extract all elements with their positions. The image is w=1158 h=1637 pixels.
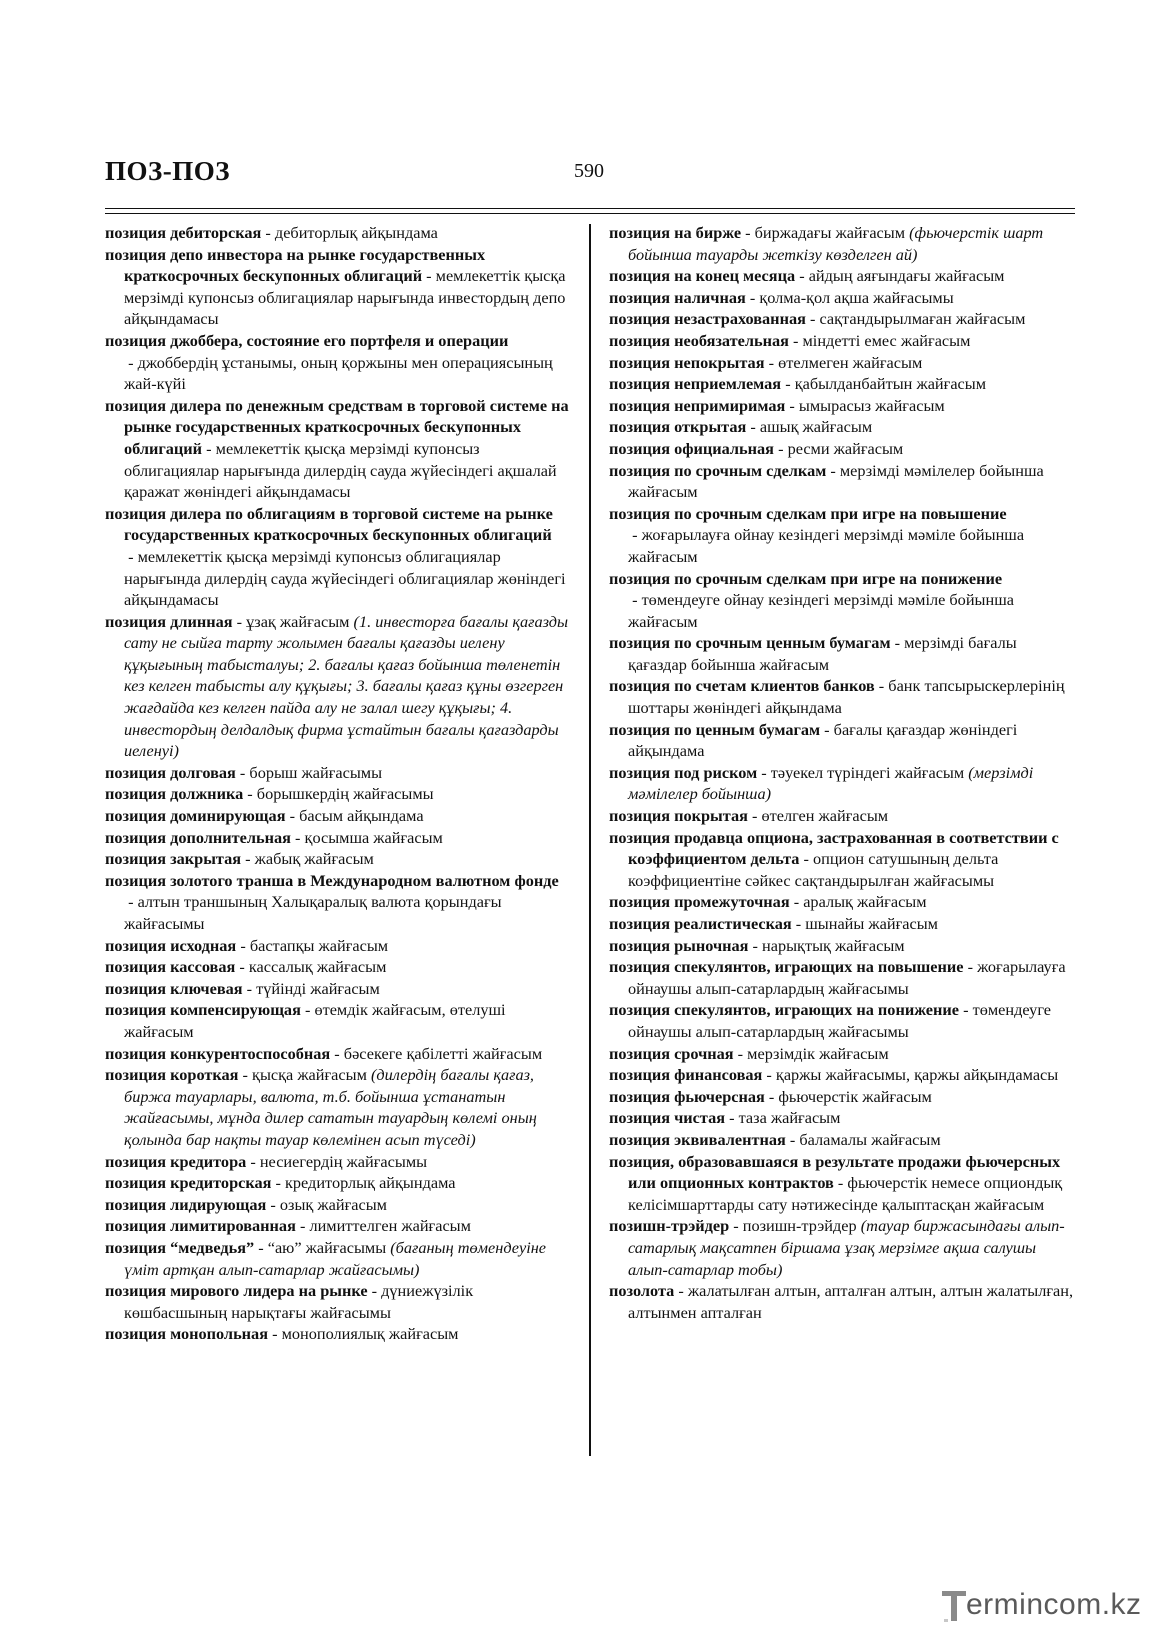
entry-term: позиция открытая: [609, 417, 747, 437]
entry-term: позиция реалистическая: [609, 914, 792, 933]
entry-definition: опцион сатушының дельта коэффициентіне сәйкес сақтандырылған жайғасымы: [628, 849, 999, 890]
entry-definition: басым айқындама: [299, 806, 424, 826]
entry-definition: жоғарылауға ойнаушы алып-сатарлардың жайғасымы: [628, 957, 1066, 998]
entry-definition: аралық жайғасым: [803, 892, 927, 912]
entry-definition: “аю” жайғасымы: [267, 1237, 387, 1257]
dictionary-entry: [105, 1280, 570, 1323]
entry-term: позолота: [609, 1281, 675, 1301]
entry-term: позиция депо инвестора на рынке государственных краткосрочных бескупонных облигаций: [105, 244, 486, 286]
dictionary-entry: [609, 1064, 1079, 1086]
dictionary-entry: [609, 308, 1079, 330]
dictionary-entry: [609, 1086, 1079, 1108]
entry-note: (мерзімді мәмілелер бойынша): [628, 762, 1034, 804]
entry-separator: -: [271, 1173, 285, 1193]
entry-term: позиция по ценным бумагам: [609, 719, 821, 739]
entry-separator: -: [295, 1216, 310, 1236]
entry-definition: кассалық жайғасым: [248, 957, 387, 977]
dictionary-entry: [105, 848, 570, 870]
entry-separator: -: [733, 1043, 748, 1063]
entry-term: позиция по срочным ценным бумагам: [609, 633, 891, 653]
header-rule-top: [105, 208, 1075, 209]
termincom-logo-icon: [942, 1589, 968, 1623]
dictionary-entry: [105, 827, 570, 849]
dictionary-entry: [105, 1323, 570, 1345]
entry-note: (тауар биржасындағы алып-сатарлық мақсатпен біршама ұзақ мерзімге ақша салушы алып-сатарлар тобы): [628, 1216, 1065, 1279]
dictionary-entry: [609, 330, 1079, 352]
entry-term: позиция промежуточная: [609, 892, 790, 912]
entry-term: позиция долговая: [105, 762, 236, 782]
dictionary-entry: [105, 330, 570, 395]
entry-separator: -: [285, 806, 300, 826]
entry-term: позиция на бирже: [609, 223, 742, 242]
dictionary-entry: [105, 503, 570, 611]
entry-separator: -: [367, 1281, 382, 1301]
entry-note: (бағаның төмендеуіне үміт артқан алып-сатарлар жайғасымы): [124, 1237, 547, 1279]
entry-separator: -: [826, 460, 840, 480]
dictionary-entry: [105, 222, 570, 244]
entry-term: позиция эквивалентная: [609, 1129, 786, 1149]
entry-definition: өтелген жайғасым: [761, 806, 889, 826]
entry-term: позиция закрытая: [105, 849, 242, 869]
entry-term: позиция кредитора: [105, 1151, 247, 1171]
entry-note: (1. инвесторға бағалы қағазды сату не сыйға тарту жолымен бағалы қағазды иелену құқығының табысталуы; 2. бағалы қағаз бойынша төленетін кез келген табысты алу құқығы; 3. бағалы қағаз құны өзгерген жағдайда кез келген пайда алу не залал шегу құқығы; 4. инвестордың делдалдық фирма ұстайтын бағалы қағаздарды иеленуі): [124, 611, 569, 761]
entry-note: (дилердің бағалы қағаз, биржа тауарлары, валюта, т.б. бойынша ұстанатын жайғасымы, мұнда дилер сататын тауардың көлемі оның қолында бар нақты тауар көлемінен асып түседі): [124, 1065, 537, 1149]
entry-separator: -: [746, 417, 760, 437]
entry-definition: жалатылған алтын, апталған алтын, алтын жалатылған, алтынмен апталған: [628, 1281, 1074, 1322]
dictionary-entry: [609, 395, 1079, 417]
dictionary-entry: [105, 1151, 570, 1173]
entry-term: позиция доминирующая: [105, 806, 286, 826]
dictionary-entry: [609, 719, 1079, 762]
entry-separator: -: [764, 1086, 779, 1106]
dictionary-entry: [609, 416, 1079, 438]
entry-term: позиция незастрахованная: [609, 309, 806, 329]
dictionary-entry: [609, 956, 1079, 999]
page-header-title: ПОЗ-ПОЗ: [105, 156, 230, 186]
entry-separator: -: [799, 849, 813, 869]
entry-separator: -: [124, 546, 138, 566]
dictionary-entry: [105, 1172, 570, 1194]
entry-separator: -: [729, 1216, 743, 1236]
entry-definition: ресми жайғасым: [787, 438, 904, 458]
entry-definition: мемлекеттік қысқа мерзімді купонсыз облигациялар нарығында инвестордың депо айқындамасы: [124, 266, 566, 329]
dictionary-entry: [105, 783, 570, 805]
entry-term: позиция срочная: [609, 1043, 734, 1063]
entry-definition: баламалы жайғасым: [799, 1129, 941, 1149]
entry-separator: -: [254, 1237, 268, 1257]
entry-definition: фьючерстік жайғасым: [778, 1086, 932, 1106]
entry-definition: шынайы жайғасым: [805, 914, 938, 933]
entry-definition: тәуекел түріндегі жайғасым: [770, 762, 965, 782]
entry-definition: дебиторлық айқындама: [274, 223, 438, 242]
entry-term: позиция рыночная: [609, 935, 749, 955]
entry-separator: -: [764, 352, 779, 372]
dictionary-entry: [105, 956, 570, 978]
entry-definition: лимиттелген жайғасым: [309, 1216, 471, 1236]
dictionary-entry: [609, 373, 1079, 395]
entry-separator: -: [241, 849, 255, 869]
entry-term: позиция дебиторская: [105, 223, 262, 242]
entry-definition: өтелмеген жайғасым: [778, 352, 923, 372]
dictionary-entry: [609, 265, 1079, 287]
entry-separator: -: [300, 1000, 315, 1020]
dictionary-entry: [609, 675, 1079, 718]
entry-term: позиция официальная: [609, 438, 774, 458]
dictionary-entry: [609, 460, 1079, 503]
entry-term: позиция по срочным сделкам: [609, 460, 827, 480]
dictionary-entry: [105, 870, 570, 935]
entry-separator: -: [246, 1151, 260, 1171]
entry-term: позиция спекулянтов, играющих на повышение: [609, 957, 964, 977]
entry-definition: қысқа жайғасым: [252, 1065, 367, 1085]
entry-definition: мерзімдік жайғасым: [747, 1043, 889, 1063]
entry-separator: -: [232, 611, 247, 631]
dictionary-entry: [609, 222, 1079, 265]
dictionary-entry: [609, 1151, 1079, 1216]
watermark-text: ermincom.kz: [966, 1588, 1142, 1621]
entry-term: позиция ключевая: [105, 978, 243, 998]
entry-separator: -: [757, 762, 771, 782]
dictionary-entry: [609, 503, 1079, 568]
entry-separator: -: [124, 892, 138, 912]
dictionary-entry: [105, 978, 570, 1000]
entry-term: позиция “медведья”: [105, 1237, 255, 1257]
entry-separator: -: [674, 1281, 688, 1301]
entry-term: позиция покрытая: [609, 806, 748, 826]
entry-definition: борыш жайғасымы: [249, 762, 383, 782]
entry-separator: -: [243, 784, 257, 804]
entry-definition: бастапқы жайғасым: [249, 935, 389, 955]
entry-term: позишн-трэйдер: [609, 1216, 730, 1236]
entry-definition: мерзімді мәмілелер бойынша жайғасым: [628, 460, 1044, 502]
entry-term: позиция дилера по денежным средствам в торговой системе на рынке государственных краткосрочных бескупонных облигаций: [105, 395, 569, 458]
entry-term: позиция спекулянтов, играющих на понижение: [609, 1000, 960, 1020]
entry-separator: -: [330, 1043, 344, 1063]
entry-term: позиция дополнительная: [105, 827, 291, 847]
site-watermark: [940, 1588, 1140, 1628]
right-column: [609, 222, 1079, 1323]
entry-definition: бағалы қағаздар жөніндегі айқындама: [628, 719, 1018, 761]
entry-term: позиция золотого транша в Международном валютном фонде: [105, 870, 559, 890]
entry-separator: -: [785, 395, 799, 415]
entry-separator: -: [789, 892, 804, 912]
entry-definition: борышкердің жайғасымы: [256, 784, 434, 804]
entry-term: позиция необязательная: [609, 330, 789, 350]
dictionary-entry: [105, 244, 570, 330]
entry-definition: бәсекеге қабілетті жайғасым: [343, 1043, 543, 1063]
entry-separator: -: [874, 676, 889, 696]
entry-definition: мерзімді бағалы қағаздар бойынша жайғасым: [628, 633, 1017, 674]
entry-separator: -: [963, 957, 978, 977]
dictionary-entry: [105, 611, 570, 762]
entry-definition: ұзақ жайғасым: [246, 611, 350, 631]
entry-separator: -: [774, 438, 788, 458]
dictionary-entry: [609, 1215, 1079, 1280]
entry-term: позиция фьючерсная: [609, 1086, 765, 1106]
entry-separator: -: [795, 266, 809, 286]
entry-definition: мемлекеттік қысқа мерзімді купонсыз облигациялар нарығында дилердің сауда жүйесіндегі ақшалай қаражат жөніндегі айқындамасы: [124, 438, 557, 502]
dictionary-entry: [105, 395, 570, 503]
entry-term: позиция кассовая: [105, 957, 236, 977]
entry-note: (фьючерстік шарт бойынша тауарды жеткізу көзделген ай): [628, 223, 1044, 264]
column-divider: [589, 224, 591, 1456]
entry-separator: -: [762, 1065, 776, 1085]
entry-definition: алтын траншының Халықаралық валюта қорындағы жайғасымы: [124, 892, 502, 933]
entry-term: позиция монопольная: [105, 1324, 269, 1344]
entry-definition: дүниежүзілік көшбасшының нарықтағы жайғасымы: [124, 1281, 474, 1322]
dictionary-entry: [105, 1194, 570, 1216]
entry-term: позиция непокрытая: [609, 352, 765, 372]
entry-definition: ашық жайғасым: [759, 417, 873, 437]
page-number: 590: [574, 160, 604, 182]
dictionary-entry: [609, 1280, 1079, 1323]
dictionary-entry: [105, 1064, 570, 1150]
entry-term: позиция лимитированная: [105, 1216, 296, 1236]
entry-term: позиция на конец месяца: [609, 266, 796, 286]
entry-term: позиция чистая: [609, 1108, 726, 1128]
entry-separator: -: [628, 525, 642, 545]
entry-term: позиция лидирующая: [105, 1194, 267, 1214]
dictionary-entry: [105, 762, 570, 784]
entry-definition: міндетті емес жайғасым: [802, 330, 971, 350]
dictionary-entry: [609, 913, 1079, 935]
entry-definition: түйінді жайғасым: [256, 978, 380, 998]
dictionary-entry: [609, 1043, 1079, 1065]
entry-definition: қаржы жайғасымы, қаржы айқындамасы: [775, 1065, 1059, 1085]
entry-definition: сақтандырылмаған жайғасым: [819, 309, 1026, 329]
dictionary-entry: [609, 1107, 1079, 1129]
entry-term: позиция джоббера, состояние его портфеля и операции: [105, 330, 509, 350]
entry-definition: жоғарылауға ойнау кезіндегі мерзімді мәміле бойынша жайғасым: [628, 525, 1025, 566]
dictionary-entry: [609, 891, 1079, 913]
entry-term: позиция продавца опциона, застрахованная в соответствии с коэффициентом дельта: [609, 827, 1059, 869]
entry-separator: -: [290, 827, 305, 847]
entry-separator: -: [820, 719, 834, 739]
entry-definition: таза жайғасым: [738, 1108, 841, 1128]
entry-separator: -: [235, 957, 249, 977]
dictionary-entry: [609, 438, 1079, 460]
entry-definition: озық жайғасым: [279, 1194, 387, 1214]
entry-separator: -: [741, 223, 755, 242]
dictionary-entry: [609, 632, 1079, 675]
entry-term: позиция должника: [105, 784, 244, 804]
entry-definition: джоббердің ұстанымы, оның қоржыны мен операциясының жай-күйі: [124, 352, 553, 394]
dictionary-entry: [105, 935, 570, 957]
left-column: [105, 222, 570, 1345]
dictionary-entry: [609, 287, 1079, 309]
entry-separator: -: [805, 309, 820, 329]
entry-separator: -: [628, 590, 642, 610]
entry-separator: -: [725, 1108, 739, 1128]
entry-separator: -: [242, 978, 257, 998]
entry-term: позиция по срочным сделкам при игре на понижение: [609, 568, 1003, 588]
dictionary-entry: [609, 827, 1079, 892]
dictionary-entry: [609, 805, 1079, 827]
dictionary-entry: [609, 352, 1079, 374]
entry-separator: -: [202, 438, 216, 458]
entry-term: позиция финансовая: [609, 1065, 763, 1085]
entry-definition: позишн-трэйдер: [742, 1216, 857, 1236]
entry-term: позиция кредиторская: [105, 1173, 272, 1193]
dictionary-entry: [105, 999, 570, 1042]
entry-definition: кредиторлық айқындама: [285, 1173, 456, 1193]
entry-separator: -: [745, 287, 760, 307]
entry-separator: -: [788, 330, 803, 350]
dictionary-entry: [105, 1215, 570, 1237]
entry-definition: несиегердің жайғасымы: [259, 1151, 428, 1171]
dictionary-entry: [609, 1129, 1079, 1151]
entry-separator: -: [235, 762, 250, 782]
entry-separator: -: [747, 806, 762, 826]
entry-term: позиция наличная: [609, 287, 746, 307]
entry-separator: -: [890, 633, 905, 653]
entry-definition: фьючерстік немесе опциондық келісімшарттарды сату нәтижесінде қалыптасқан жайғасым: [628, 1173, 1063, 1214]
entry-term: позиция короткая: [105, 1065, 239, 1085]
entry-definition: жабық жайғасым: [254, 849, 374, 869]
entry-separator: -: [785, 1129, 800, 1149]
entry-term: позиция дилера по облигациям в торговой системе на рынке государственных краткосрочных бескупонных облигаций: [105, 503, 553, 545]
entry-term: позиция мирового лидера на рынке: [105, 1281, 368, 1301]
dictionary-entry: [609, 762, 1079, 805]
entry-term: позиция исходная: [105, 935, 237, 955]
entry-term: позиция конкурентоспособная: [105, 1043, 331, 1063]
header-rule-bottom: [105, 213, 1075, 214]
dictionary-entry: [609, 935, 1079, 957]
dictionary-entry: [105, 805, 570, 827]
entry-term: позиция непримиримая: [609, 395, 786, 415]
entry-separator: -: [261, 223, 275, 242]
entry-definition: биржадағы жайғасым: [754, 223, 906, 242]
entry-separator: -: [748, 935, 763, 955]
entry-term: позиция под риском: [609, 762, 758, 782]
entry-separator: -: [238, 1065, 253, 1085]
entry-separator: -: [124, 352, 138, 372]
entry-term: позиция, образовавшаяся в результате продажи фьючерсных или опционных контрактов: [609, 1151, 1061, 1193]
entry-separator: -: [268, 1324, 282, 1344]
entry-definition: ымырасыз жайғасым: [798, 395, 945, 415]
entry-definition: банк тапсырыскерлерінің шоттары жөніндегі айқындама: [628, 676, 1065, 718]
entry-term: позиция по счетам клиентов банков: [609, 676, 875, 696]
entry-definition: мемлекеттік қысқа мерзімді купонсыз облигациялар нарығында дилердің сауда жүйесіндегі облигациялар жөніндегі айқындамасы: [124, 546, 566, 610]
entry-separator: -: [791, 914, 806, 933]
entry-definition: монополиялық жайғасым: [281, 1324, 459, 1344]
entry-separator: -: [236, 935, 250, 955]
entry-term: позиция компенсирующая: [105, 1000, 301, 1020]
entry-definition: қолма-қол ақша жайғасымы: [759, 287, 954, 307]
entry-term: позиция неприемлемая: [609, 374, 782, 394]
entry-term: позиция по срочным сделкам при игре на повышение: [609, 503, 1007, 523]
entry-definition: қосымша жайғасым: [304, 827, 443, 847]
entry-definition: төмендеуге ойнаушы алып-сатарлардың жайғасымы: [628, 1000, 1052, 1041]
entry-separator: -: [422, 266, 436, 286]
dictionary-entry: [105, 1237, 570, 1280]
entry-separator: -: [833, 1173, 848, 1193]
entry-definition: нарықтық жайғасым: [762, 935, 905, 955]
entry-term: позиция длинная: [105, 611, 233, 631]
entry-separator: -: [266, 1194, 280, 1214]
entry-definition: өтемдік жайғасым, өтелуші жайғасым: [124, 1000, 506, 1041]
entry-definition: төмендеуге ойнау кезіндегі мерзімді мәміле бойынша жайғасым: [628, 590, 1014, 631]
dictionary-entry: [105, 1043, 570, 1065]
entry-separator: -: [781, 374, 795, 394]
entry-definition: айдың аяғындағы жайғасым: [808, 266, 1005, 286]
dictionary-entry: [609, 999, 1079, 1042]
entry-separator: -: [959, 1000, 973, 1020]
dictionary-entry: [609, 568, 1079, 633]
entry-definition: қабылданбайтын жайғасым: [794, 374, 987, 394]
